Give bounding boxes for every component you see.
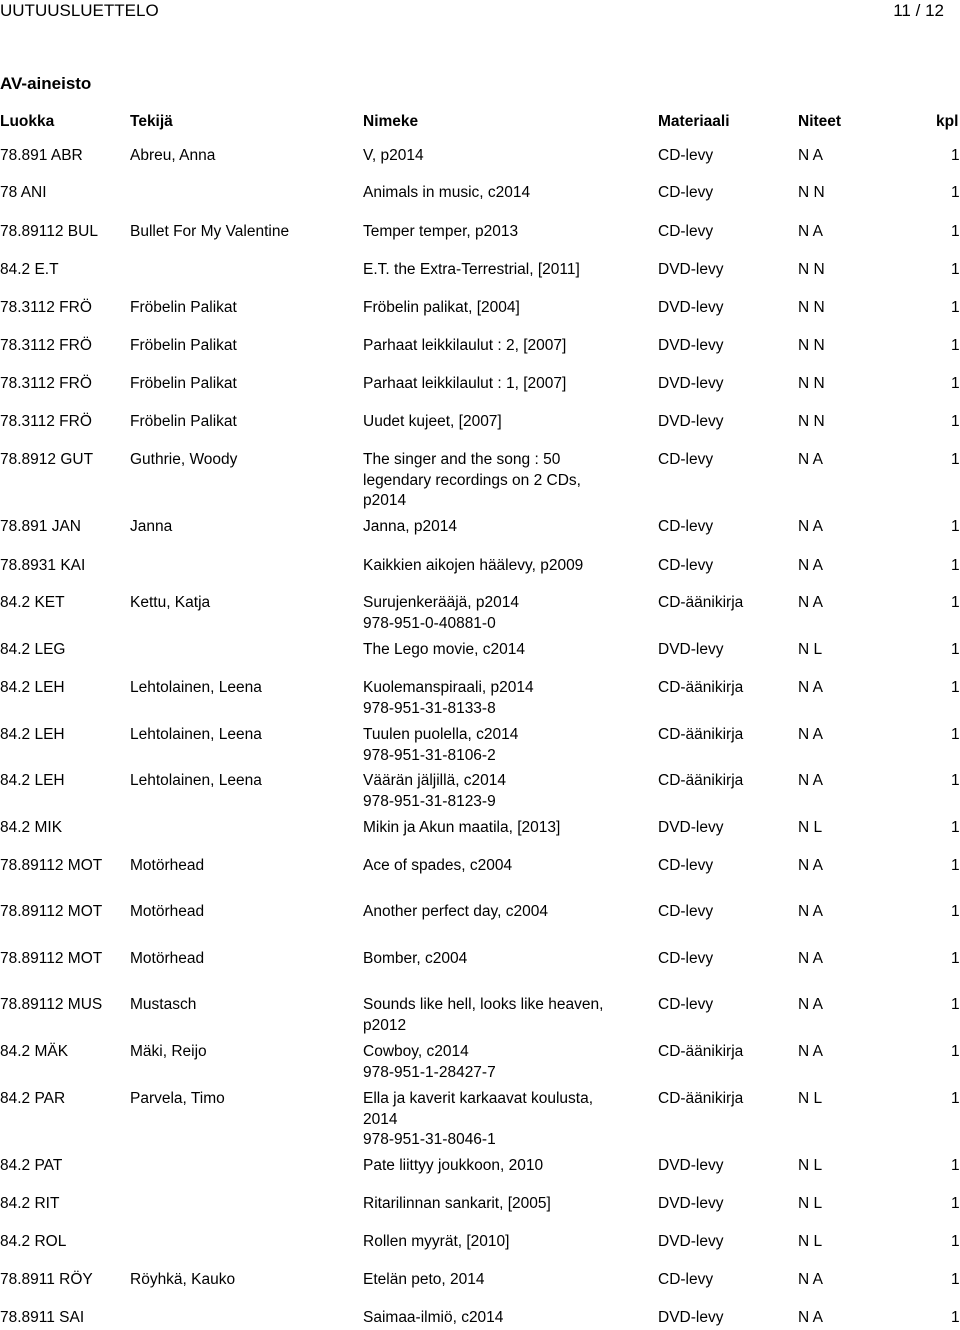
cell-kpl: 1 (951, 594, 960, 611)
cell-nimeke (363, 818, 623, 839)
cell-luokka: 84.2 KET (0, 594, 65, 611)
cell-nimeke (363, 1042, 623, 1083)
cell-tekija: Fröbelin Palikat (130, 375, 237, 392)
title-text: Surujenkerääjä, p2014 (363, 594, 519, 611)
cell-niteet: N A (798, 857, 823, 874)
cell-materiaali: DVD-levy (658, 337, 724, 354)
cell-nimeke (363, 146, 623, 167)
cell-luokka: 78.8911 SAI (0, 1309, 85, 1326)
column-header-kpl: kpl (936, 113, 959, 130)
cell-niteet: N A (798, 518, 823, 535)
cell-materiaali: DVD-levy (658, 261, 724, 278)
title-text: Väärän jäljillä, c2014 (363, 772, 507, 789)
cell-nimeke (363, 995, 623, 1036)
cell-nimeke (363, 949, 623, 970)
cell-materiaali: DVD-levy (658, 375, 724, 392)
cell-kpl: 1 (951, 184, 960, 201)
cell-materiaali: CD-levy (658, 857, 714, 874)
document-title: UUTUUSLUETTELO (0, 1, 159, 20)
cell-kpl: 1 (951, 261, 960, 278)
cell-materiaali: DVD-levy (658, 1233, 724, 1250)
isbn-text: 978-951-1-28427-7 (363, 1063, 496, 1081)
title-text: Rollen myyrät, [2010] (363, 1233, 510, 1250)
title-text: Etelän peto, 2014 (363, 1271, 485, 1288)
cell-niteet: N A (798, 950, 823, 967)
cell-nimeke (363, 412, 623, 433)
cell-tekija: Lehtolainen, Leena (130, 679, 262, 696)
cell-niteet: N L (798, 1195, 823, 1212)
cell-tekija: Motörhead (130, 857, 205, 874)
cell-niteet: N N (798, 413, 825, 430)
cell-kpl: 1 (951, 147, 960, 164)
cell-luokka: 84.2 LEG (0, 641, 66, 658)
cell-luokka: 84.2 E.T (0, 261, 59, 278)
title-text: Tuulen puolella, c2014 (363, 726, 519, 743)
cell-kpl: 1 (951, 375, 960, 392)
cell-tekija: Abreu, Anna (130, 147, 216, 164)
cell-materiaali: CD-äänikirja (658, 1043, 744, 1060)
cell-tekija: Motörhead (130, 903, 205, 920)
cell-luokka: 78.8912 GUT (0, 451, 94, 468)
page-header (0, 0, 960, 26)
cell-materiaali: DVD-levy (658, 1157, 724, 1174)
cell-niteet: N A (798, 726, 823, 743)
title-text: Sounds like hell, looks like heaven, p2012 (363, 996, 604, 1034)
cell-kpl: 1 (951, 996, 960, 1013)
cell-materiaali: DVD-levy (658, 299, 724, 316)
column-header-niteet: Niteet (798, 113, 842, 130)
title-text: Uudet kujeet, [2007] (363, 413, 502, 430)
title-text: Temper temper, p2013 (363, 223, 519, 240)
cell-materiaali: DVD-levy (658, 1309, 724, 1326)
cell-nimeke (363, 1156, 623, 1177)
title-text: The Lego movie, c2014 (363, 641, 525, 658)
cell-materiaali: CD-äänikirja (658, 726, 744, 743)
page-total: 12 (925, 1, 944, 20)
title-text: Ritarilinnan sankarit, [2005] (363, 1195, 551, 1212)
cell-nimeke (363, 1308, 623, 1329)
cell-kpl: 1 (951, 1271, 960, 1288)
page-separator: / (915, 1, 921, 20)
cell-tekija: Lehtolainen, Leena (130, 772, 262, 789)
isbn-text: 978-951-0-40881-0 (363, 614, 496, 632)
cell-nimeke (363, 336, 623, 357)
cell-niteet: N L (798, 819, 823, 836)
cell-niteet: N A (798, 996, 823, 1013)
cell-niteet: N A (798, 557, 823, 574)
cell-niteet: N N (798, 261, 825, 278)
cell-kpl: 1 (951, 857, 960, 874)
cell-nimeke (363, 222, 623, 243)
cell-tekija: Fröbelin Palikat (130, 337, 237, 354)
cell-kpl: 1 (951, 557, 960, 574)
cell-luokka: 84.2 PAR (0, 1090, 66, 1107)
cell-materiaali: CD-levy (658, 147, 714, 164)
isbn-text: 978-951-31-8123-9 (363, 792, 496, 810)
cell-tekija: Kettu, Katja (130, 594, 211, 611)
title-text: Bomber, c2004 (363, 950, 468, 967)
cell-nimeke (363, 725, 623, 766)
cell-materiaali: CD-äänikirja (658, 772, 744, 789)
page-current: 11 (893, 1, 911, 20)
title-text: E.T. the Extra-Terrestrial, [2011] (363, 261, 580, 278)
cell-tekija: Lehtolainen, Leena (130, 726, 262, 743)
cell-kpl: 1 (951, 1090, 960, 1107)
cell-kpl: 1 (951, 819, 960, 836)
cell-tekija: Guthrie, Woody (130, 451, 238, 468)
title-text: Mikin ja Akun maatila, [2013] (363, 819, 561, 836)
column-header-materiaali: Materiaali (658, 113, 730, 130)
cell-nimeke (363, 556, 623, 577)
cell-materiaali: CD-levy (658, 451, 714, 468)
cell-luokka: 78.89112 MOT (0, 857, 103, 874)
title-text: Ace of spades, c2004 (363, 857, 513, 874)
cell-niteet: N A (798, 1309, 823, 1326)
cell-luokka: 78.3112 FRÖ (0, 337, 92, 354)
title-text: Ella ja kaverit karkaavat koulusta, 2014 (363, 1090, 594, 1128)
cell-luokka: 84.2 PAT (0, 1157, 63, 1174)
cell-luokka: 84.2 LEH (0, 679, 65, 696)
cell-niteet: N A (798, 451, 823, 468)
cell-materiaali: CD-levy (658, 557, 714, 574)
cell-luokka: 78.3112 FRÖ (0, 413, 92, 430)
title-text: Parhaat leikkilaulut : 2, [2007] (363, 337, 567, 354)
cell-kpl: 1 (951, 223, 960, 240)
cell-niteet: N N (798, 375, 825, 392)
title-text: Janna, p2014 (363, 518, 457, 535)
cell-materiaali: DVD-levy (658, 641, 724, 658)
cell-kpl: 1 (951, 950, 960, 967)
cell-niteet: N A (798, 223, 823, 240)
title-text: Fröbelin palikat, [2004] (363, 299, 520, 316)
isbn-text: 978-951-31-8106-2 (363, 746, 496, 764)
cell-kpl: 1 (951, 1233, 960, 1250)
cell-kpl: 1 (951, 1195, 960, 1212)
cell-niteet: N N (798, 184, 825, 201)
cell-nimeke (363, 1194, 623, 1215)
title-text: The singer and the song : 50 legendary recordings on 2 CDs, p2014 (363, 451, 581, 509)
cell-nimeke (363, 856, 623, 877)
cell-luokka: 78.3112 FRÖ (0, 375, 92, 392)
cell-materiaali: CD-levy (658, 903, 714, 920)
cell-nimeke (363, 298, 623, 319)
cell-nimeke (363, 678, 623, 719)
cell-luokka: 84.2 MIK (0, 819, 63, 836)
cell-luokka: 78.891 ABR (0, 147, 83, 164)
cell-kpl: 1 (951, 518, 960, 535)
cell-nimeke (363, 183, 623, 204)
cell-luokka: 84.2 MÄK (0, 1043, 69, 1060)
cell-niteet: N A (798, 1043, 823, 1060)
cell-luokka: 78.8911 RÖY (0, 1271, 93, 1288)
cell-niteet: N A (798, 903, 823, 920)
cell-materiaali: CD-äänikirja (658, 1090, 744, 1107)
cell-kpl: 1 (951, 726, 960, 743)
cell-kpl: 1 (951, 299, 960, 316)
cell-tekija: Fröbelin Palikat (130, 299, 237, 316)
cell-kpl: 1 (951, 679, 960, 696)
cell-niteet: N L (798, 641, 823, 658)
cell-kpl: 1 (951, 772, 960, 789)
cell-materiaali: CD-äänikirja (658, 679, 744, 696)
cell-niteet: N L (798, 1233, 823, 1250)
cell-tekija: Mäki, Reijo (130, 1043, 207, 1060)
cell-kpl: 1 (951, 1157, 960, 1174)
cell-niteet: N A (798, 772, 823, 789)
isbn-text: 978-951-31-8133-8 (363, 699, 496, 717)
cell-luokka: 78.3112 FRÖ (0, 299, 92, 316)
title-text: Kuolemanspiraali, p2014 (363, 679, 534, 696)
title-text: Another perfect day, c2004 (363, 903, 548, 920)
cell-niteet: N A (798, 594, 823, 611)
cell-nimeke (363, 640, 623, 661)
title-text: Pate liittyy joukkoon, 2010 (363, 1157, 544, 1174)
cell-nimeke (363, 1270, 623, 1291)
cell-luokka: 84.2 LEH (0, 772, 65, 789)
cell-materiaali: DVD-levy (658, 819, 724, 836)
cell-nimeke (363, 374, 623, 395)
cell-tekija: Mustasch (130, 996, 197, 1013)
cell-tekija: Motörhead (130, 950, 205, 967)
title-text: Animals in music, c2014 (363, 184, 531, 201)
cell-kpl: 1 (951, 451, 960, 468)
cell-luokka: 84.2 ROL (0, 1233, 67, 1250)
cell-materiaali: CD-levy (658, 184, 714, 201)
cell-nimeke (363, 1232, 623, 1253)
cell-luokka: 84.2 LEH (0, 726, 65, 743)
table-header (0, 113, 960, 133)
cell-luokka: 78 ANI (0, 184, 47, 201)
cell-tekija: Röyhkä, Kauko (130, 1271, 236, 1288)
cell-tekija: Janna (130, 518, 173, 535)
cell-kpl: 1 (951, 641, 960, 658)
cell-nimeke (363, 771, 623, 812)
cell-niteet: N L (798, 1090, 823, 1107)
column-header-luokka: Luokka (0, 113, 55, 130)
cell-niteet: N A (798, 147, 823, 164)
cell-nimeke (363, 1089, 623, 1151)
title-text: Kaikkien aikojen häälevy, p2009 (363, 557, 584, 574)
cell-luokka: 78.891 JAN (0, 518, 81, 535)
cell-nimeke (363, 260, 623, 281)
title-text: V, p2014 (363, 147, 424, 164)
cell-nimeke (363, 517, 623, 538)
cell-materiaali: DVD-levy (658, 413, 724, 430)
cell-materiaali: CD-levy (658, 1271, 714, 1288)
cell-materiaali: CD-äänikirja (658, 594, 744, 611)
cell-niteet: N L (798, 1157, 823, 1174)
cell-luokka: 78.89112 MOT (0, 950, 103, 967)
cell-niteet: N A (798, 1271, 823, 1288)
cell-materiaali: CD-levy (658, 996, 714, 1013)
column-header-tekija: Tekijä (130, 113, 173, 130)
title-text: Parhaat leikkilaulut : 1, [2007] (363, 375, 567, 392)
cell-kpl: 1 (951, 903, 960, 920)
title-text: Saimaa-ilmiö, c2014 (363, 1309, 504, 1326)
cell-niteet: N N (798, 299, 825, 316)
title-text: Cowboy, c2014 (363, 1043, 469, 1060)
cell-kpl: 1 (951, 1309, 960, 1326)
cell-kpl: 1 (951, 1043, 960, 1060)
cell-luokka: 78.89112 MOT (0, 903, 103, 920)
isbn-text: 978-951-31-8046-1 (363, 1131, 496, 1148)
cell-nimeke (363, 450, 623, 512)
cell-tekija: Fröbelin Palikat (130, 413, 237, 430)
cell-materiaali: CD-levy (658, 950, 714, 967)
cell-materiaali: DVD-levy (658, 1195, 724, 1212)
page-indicator (893, 1, 944, 21)
cell-luokka: 78.8931 KAI (0, 557, 86, 574)
cell-kpl: 1 (951, 337, 960, 354)
cell-kpl: 1 (951, 413, 960, 430)
cell-niteet: N A (798, 679, 823, 696)
cell-luokka: 78.89112 BUL (0, 223, 98, 240)
cell-materiaali: CD-levy (658, 518, 714, 535)
section-title: AV-aineisto (0, 74, 92, 93)
cell-materiaali: CD-levy (658, 223, 714, 240)
cell-nimeke (363, 593, 623, 634)
cell-tekija: Bullet For My Valentine (130, 223, 290, 240)
cell-luokka: 78.89112 MUS (0, 996, 103, 1013)
cell-luokka: 84.2 RIT (0, 1195, 60, 1212)
cell-nimeke (363, 902, 623, 923)
cell-niteet: N N (798, 337, 825, 354)
cell-tekija: Parvela, Timo (130, 1090, 225, 1107)
column-header-nimeke: Nimeke (363, 113, 419, 130)
